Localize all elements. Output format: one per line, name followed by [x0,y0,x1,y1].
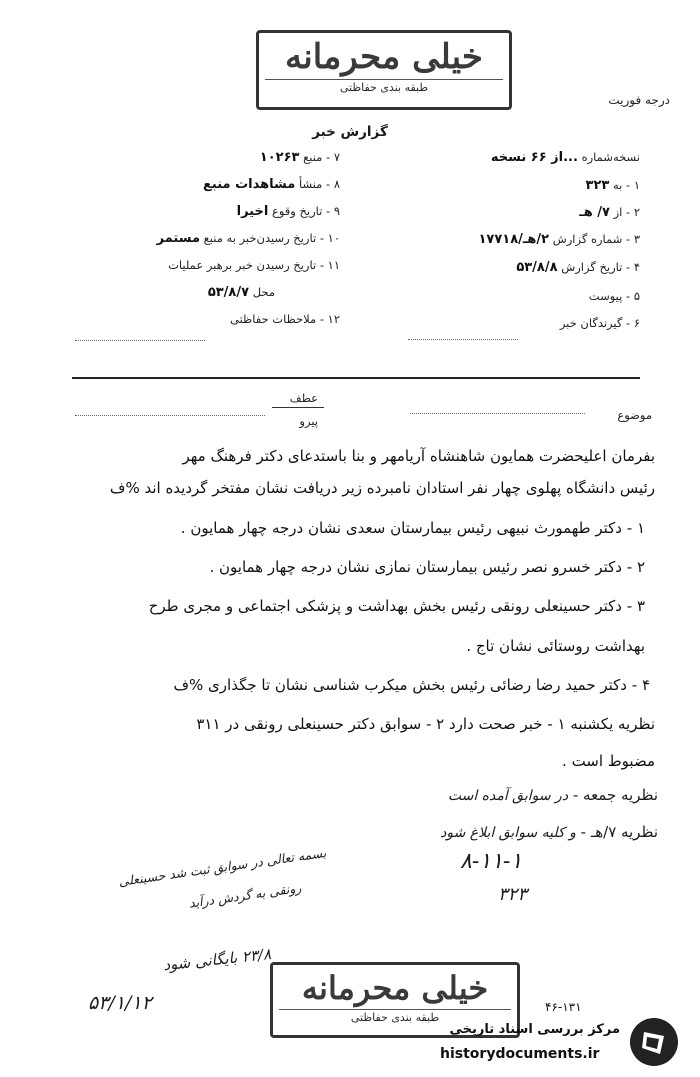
field-event-date [75,204,340,219]
urgency-label: درجه فوریت [608,93,670,107]
field-security-notes-label: ۱۲ - ملاحظات حفاظتی [229,312,340,326]
field-report-date [400,260,640,275]
stamp-classification: خیلی محرمانه [285,37,483,77]
field-event-date-value: اخیرا [236,204,269,219]
field-received-date [75,231,340,246]
page-number: ۴۶-۱۳۱ [545,1000,582,1014]
field-location-value: ۵۳/۸/۷ [207,285,250,300]
field-report-date-label: ۴ - تاریخ گزارش [561,260,640,274]
watermark-url: historydocuments.ir [440,1046,600,1062]
field-security-notes [75,312,340,326]
stamp-classification: خیلی محرمانه [301,969,489,1007]
copy-number-label: نسخه‌شماره [581,150,640,164]
field-attachment [400,289,640,303]
body-line: ۴ - دکتر حمید رضا رضائی رئیس بخش میکرب شناسی نشان تا جگذاری %ف [173,676,650,694]
body-line: نظریه یکشنبه ۱ - خبر صحت دارد ۲ - سوابق دکتر حسینعلی رونقی در ۳۱۱ [196,715,655,733]
body-line: ۳ - دکتر حسینعلی رونقی رئیس بخش بهداشت و پزشکی اجتماعی و مجری طرح [148,597,645,615]
field-report-number-value: ۲/هـ/۱۷۷۱۸ [478,232,550,247]
field-received-date-value: مستمر [156,231,201,246]
dotted-line [75,415,265,416]
field-event-date-label: ۹ - تاریخ وقوع [271,204,340,218]
opinion-friday-label: نظریه جمعه - [572,786,658,804]
opinion-h7 [330,823,658,841]
field-to [400,178,640,193]
field-location-label: محل [252,285,275,299]
opinion-friday [330,786,658,804]
handwritten-note: ۲۳/۸ بایگانی شود [162,945,272,975]
stamp-caption: طبقه بندی حفاظتی [279,1009,511,1026]
handwritten-date-left: ۵۳/۱/۱۲ [88,992,152,1014]
copy-number-value: ...از ۶۶ نسخه [490,150,578,165]
field-attachment-label: ۵ - پیوست [588,289,640,303]
field-received-date-label: ۱۰ - تاریخ رسیدن‌خبر به منبع [203,231,340,245]
field-from [400,205,640,220]
body-line: ۲ - دکتر خسرو نصر رئیس بیمارستان نمازی نشان درجه چهار همایون . [209,558,645,576]
watermark-title: مرکز بررسی اسناد تاریخی [449,1022,620,1037]
atf-label: عطف [289,391,318,405]
body-line: مضبوط است . [562,752,655,770]
page-title: گزارش خبر [312,124,388,140]
body-line: رئیس دانشگاه پهلوی چهار نفر استادان نامبرده زیر دریافت نشان مفتخر گردیده اند %ف [109,479,655,497]
dotted-line [75,340,205,341]
field-to-label: ۱ - به [612,178,640,192]
handwritten-note: رونقی به گردش درآید [187,880,303,911]
field-source-value: ۱۰۲۶۳ [259,150,300,165]
handwritten-date: ۸-۱۱-۱ [460,849,523,874]
archive-logo-icon [630,1018,678,1066]
field-origin-label: ۸ - منشأ [298,177,340,191]
handwritten-note: بسمه تعالی در سوابق ثبت شد حسینعلی [117,845,328,890]
field-report-date-value: ۵۳/۸/۸ [516,260,558,275]
atf-underline [272,407,324,408]
handwritten-code: ۳۲۳ [498,884,528,905]
field-ops-date-label: ۱۱ - تاریخ رسیدن خبر برهبر عملیات [168,258,340,272]
opinion-h7-label: نظریه ۷/هـ - [580,823,658,841]
field-from-value: ۷/ هـ [579,205,610,220]
peyro-label: پیرو [299,414,318,428]
field-location [75,285,275,300]
field-ops-date [75,258,340,272]
field-report-number-label: ۳ - شماره گزارش [552,232,640,246]
body-line: بهداشت روستائی نشان تاج . [466,637,645,655]
subject-dotted-line [410,413,585,414]
opinion-h7-text: و کلیه سوابق ابلاغ شود [440,825,576,841]
field-to-value: ۳۲۳ [585,178,610,193]
classification-stamp [256,30,512,110]
field-origin-value: مشاهدات منبع [203,177,296,192]
field-recipients [400,316,640,330]
body-line: بفرمان اعلیحضرت همایون شاهنشاه آریامهر و بنا باستدعای دکتر فرهنگ مهر [182,447,655,465]
body-line: ۱ - دکتر طهمورث نبیهی رئیس بیمارستان سعدی نشان درجه چهار همایون . [180,519,645,537]
stamp-caption: طبقه بندی حفاظتی [265,79,503,96]
field-source-label: ۷ - منبع [303,150,340,164]
horizontal-divider [72,377,640,379]
subject-label: موضوع [617,408,652,422]
field-report-number [400,232,640,247]
field-recipients-label: ۶ - گیرندگان خبر [559,316,640,330]
dotted-line [408,339,518,340]
field-origin [75,177,340,192]
copy-number-row [400,150,640,165]
field-from-label: ۲ - از [613,205,640,219]
field-source [75,150,340,165]
opinion-friday-text: در سوابق آمده است [447,788,569,804]
